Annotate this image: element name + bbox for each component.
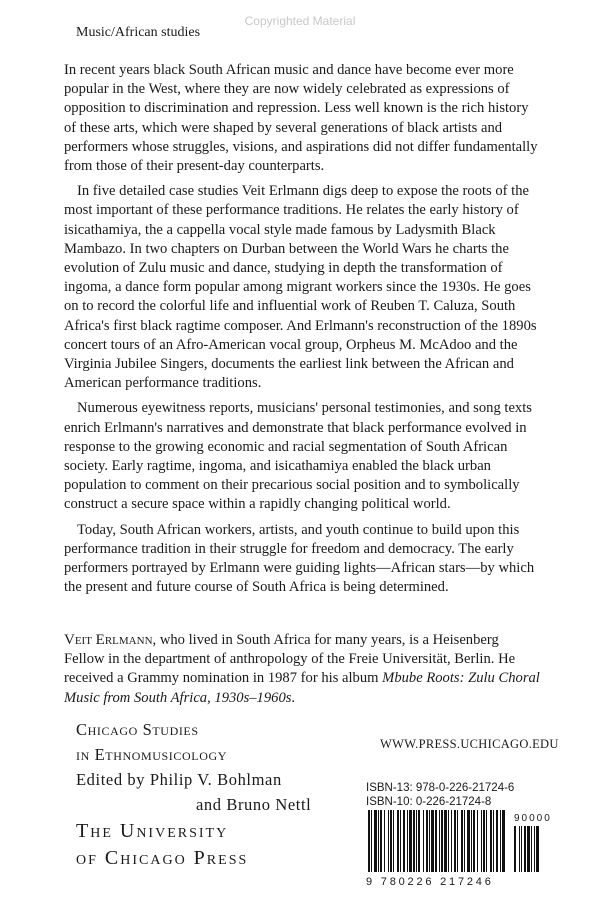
isbn-10: ISBN-10: 0-226-21724-8 — [366, 796, 492, 808]
paragraph-text: Numerous eyewitness reports, musicians' personal testimonies, and song texts enrich Erlmann's narratives and demonstrate that black performance evolved in response to the growing economic and racial segmentation of South African society. Early ragtime, ingoma, and isicathamiya enabled the black urban population to comment on their precarious social position and to symbolically construct a secure space within a rapidly changing political world. — [64, 400, 532, 513]
series-editors-line2: and Bruno Nettl — [196, 795, 312, 814]
album-title: Mbube Roots: Zulu Choral Music from South Africa, 1930s–1960s — [64, 670, 540, 706]
barcode-bar — [448, 810, 449, 872]
description-paragraph-4 — [64, 521, 542, 598]
barcode-bar — [390, 810, 392, 872]
barcode-bar — [444, 810, 447, 872]
barcode-bar — [368, 810, 370, 872]
author-name: Veit Erlmann — [64, 632, 153, 648]
barcode-addon-bar — [521, 826, 522, 872]
barcode-bar — [423, 810, 424, 872]
barcode-bar — [481, 810, 482, 872]
description-body — [64, 61, 542, 603]
author-bio — [64, 631, 542, 708]
barcode-bar — [418, 810, 420, 872]
barcode-bar — [457, 810, 458, 872]
barcode-bar — [477, 810, 478, 872]
barcode-bar — [435, 810, 437, 872]
paragraph-text: In five detailed case studies Veit Erlmann digs deep to expose the roots of the most important of these performance traditions. He relates the early history of isicathamiya, the a cappella vocal style made famous by Ladysmith Black Mambazo. In two chapters on Durban between the World Wars he charts the evolution of Zulu music and dance, studying in depth the transformation of ingoma, a dance form popular among migrant workers since the 1930s. He goes on to record the colorful life and influential work of Reuben T. Caluza, South Africa's first black ragtime composer. And Erlmann's reconstruction of the 1890s concert tours of an Afro-American vocal group, Orpheus M. McAdoo and the Virginia Jubilee Singers, documents the earliest link between the African and American performance traditions. — [64, 183, 537, 392]
barcode-bar — [429, 810, 430, 872]
barcode-bar — [493, 810, 494, 872]
series-info — [76, 717, 376, 817]
barcode-addon-bar — [514, 826, 516, 872]
paragraph-text: In recent years black South African music and dance have become ever more popular in the West, where they are now widely celebrated as expressions of opposition to discrimination and repression. Less well known is the rich history of these arts, which were shaped by several generations of black artists and performers whose struggles, visions, and aspirations did not differ fundamentally from those of their present-day counterparts. — [64, 62, 538, 175]
barcode-addon-bar — [536, 826, 539, 872]
barcode-bar — [393, 810, 394, 872]
series-editors-line1: Edited by Philip V. Bohlman — [76, 770, 282, 789]
barcode-bar — [426, 810, 428, 872]
barcode-bar — [407, 810, 408, 872]
publisher-line2: of Chicago Press — [76, 847, 249, 869]
publisher-name — [76, 818, 376, 872]
barcode-bar — [496, 810, 498, 872]
barcode-bar — [461, 810, 463, 872]
barcode-bar — [371, 810, 372, 872]
barcode-bar — [471, 810, 472, 872]
author-bio-end: . — [291, 689, 296, 706]
barcode-bar — [483, 810, 485, 872]
barcode-bar — [413, 810, 415, 872]
category-label: Music/African studies — [76, 25, 201, 40]
barcode-bar — [384, 810, 385, 872]
description-paragraph-1 — [64, 61, 542, 176]
barcode-addon-bar — [531, 826, 532, 872]
barcode-bar — [464, 810, 465, 872]
barcode-addon-bar — [524, 826, 526, 872]
barcode-addon-bar — [527, 826, 530, 872]
description-paragraph-2 — [64, 182, 542, 393]
series-title-line2: in Ethnomusicology — [76, 745, 227, 764]
barcode-bar — [502, 810, 505, 872]
barcode-bar — [490, 810, 492, 872]
barcode-bar — [380, 810, 382, 872]
barcode-bar — [439, 810, 440, 872]
barcode-bar — [388, 810, 389, 872]
barcode-bar — [500, 810, 501, 872]
barcode-bar — [378, 810, 379, 872]
barcode-bar — [409, 810, 412, 872]
barcode-bar — [451, 810, 452, 872]
barcode-digits: 9 780226 217246 — [366, 876, 494, 888]
barcode-bar — [403, 810, 405, 872]
publisher-url: WWW.PRESS.UCHICAGO.EDU — [380, 737, 559, 751]
barcode-bar — [467, 810, 470, 872]
barcode-bar — [441, 810, 443, 872]
barcode-bar — [486, 810, 487, 872]
isbn-block — [366, 781, 514, 809]
barcode-bar — [400, 810, 401, 872]
series-title-line1: Chicago Studies — [76, 720, 199, 739]
author-bio-text: , who lived in South Africa for many years, is a Heisenberg Fellow in the department of anthropology of the Freie Universität, Berlin. He received a Grammy nomination in 1987 for his album — [64, 632, 516, 687]
publisher-line1: The University — [76, 820, 229, 842]
description-paragraph-3 — [64, 399, 542, 514]
isbn-13: ISBN-13: 978-0-226-21724-6 — [366, 782, 515, 794]
barcode-bar — [473, 810, 475, 872]
paragraph-text: Today, South African workers, artists, and youth continue to build upon this performance tradition in their struggle for freedom and democracy. The early performers portrayed by Erlmann were guiding lights—African stars—by which the present and future course of South Africa is being determined. — [64, 521, 535, 596]
barcode-bar — [416, 810, 417, 872]
barcode-addon-bar — [519, 826, 520, 872]
barcode-addon-digits: 90000 — [514, 813, 552, 824]
barcode-bar — [454, 810, 456, 872]
barcode-bar — [397, 810, 399, 872]
barcode-addon-bar — [534, 826, 535, 872]
copyright-watermark: Copyrighted Material — [244, 14, 356, 28]
barcode-bar — [374, 810, 377, 872]
barcode-bar — [431, 810, 434, 872]
